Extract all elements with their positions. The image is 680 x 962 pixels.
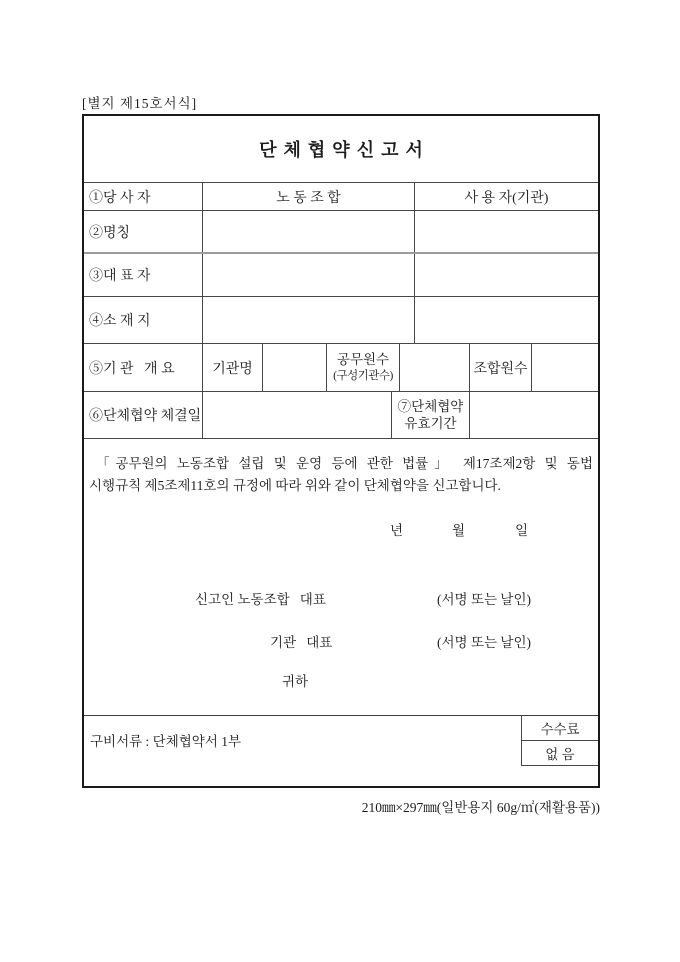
name-row <box>84 211 598 254</box>
signer-union-representative-label: 신고인 노동조합 대표 <box>195 592 326 607</box>
employee-count-label <box>327 344 400 391</box>
signer-agency-representative-label: 기관 대표 <box>270 635 333 650</box>
declaration-section <box>84 439 598 716</box>
validity-period-label-line2: 유효기간 <box>404 416 457 431</box>
validity-period-field <box>470 392 598 438</box>
recipient-label: 귀하 <box>282 674 309 689</box>
representative-union-field <box>203 254 415 296</box>
union-members-label: 조합원수 <box>470 344 532 391</box>
employee-count-field <box>400 344 470 391</box>
agreement-date-row <box>84 392 598 439</box>
date-day-label: 일 <box>515 523 529 538</box>
form-title: 단체협약신고서 <box>259 140 430 160</box>
representative-employer-field <box>415 254 598 296</box>
validity-period-label-line1: ⑦단체협약 <box>397 399 464 414</box>
employee-count-label-main: 공무원수 <box>336 351 390 367</box>
validity-period-label <box>392 392 470 438</box>
address-label: ④소 재 지 <box>84 297 203 343</box>
party-header-row <box>84 183 598 211</box>
form-code-label: [별지 제15호서식] <box>82 96 198 111</box>
org-name-field <box>263 344 327 391</box>
agreement-date-label: ⑥단체협약 체결일 <box>84 392 203 438</box>
signer-union-sign-note: (서명 또는 날인) <box>437 592 531 607</box>
collective-agreement-form-table <box>82 114 600 788</box>
organization-overview-row <box>84 344 598 392</box>
required-documents-label: 구비서류 : 단체협약서 1부 <box>90 734 242 749</box>
representative-row <box>84 254 598 297</box>
org-overview-label: ⑤기 관 개 요 <box>84 344 203 391</box>
declaration-line2: 시행규칙 제5조제11호의 규정에 따라 위와 같이 단체협약을 신고합니다. <box>89 478 501 493</box>
declaration-paragraph <box>89 453 593 497</box>
date-year-label: 년 <box>390 523 404 538</box>
declaration-line1: 「공무원의 노동조합 설립 및 운영 등에 관한 법률」 제17조제2항 및 동법 <box>96 456 593 471</box>
date-month-label: 월 <box>452 523 466 538</box>
org-name-label: 기관명 <box>203 344 263 391</box>
header-employer-label: 사 용 자(기관) <box>464 190 549 206</box>
fee-label: 수수료 <box>522 716 598 741</box>
address-employer-field <box>415 297 598 343</box>
fee-box <box>521 716 598 766</box>
name-union-field <box>203 211 415 252</box>
employee-count-label-sub: (구성기관수) <box>333 369 393 382</box>
required-documents-row <box>84 716 598 786</box>
address-union-field <box>203 297 415 343</box>
name-label: ②명칭 <box>84 211 203 252</box>
representative-label: ③대 표 자 <box>84 254 203 296</box>
name-employer-field <box>415 211 598 252</box>
paper-spec-footer: 210㎜×297㎜(일반용지 60g/㎡(재활용품)) <box>361 800 600 815</box>
signer-agency-sign-note: (서명 또는 날인) <box>437 635 531 650</box>
fee-value: 없 음 <box>545 747 575 762</box>
header-union-label: 노 동 조 합 <box>203 183 415 210</box>
agreement-date-field <box>203 392 392 438</box>
header-party-label: ①당 사 자 <box>84 183 203 210</box>
union-members-field <box>532 344 598 391</box>
form-title-row <box>84 116 598 183</box>
address-row <box>84 297 598 344</box>
